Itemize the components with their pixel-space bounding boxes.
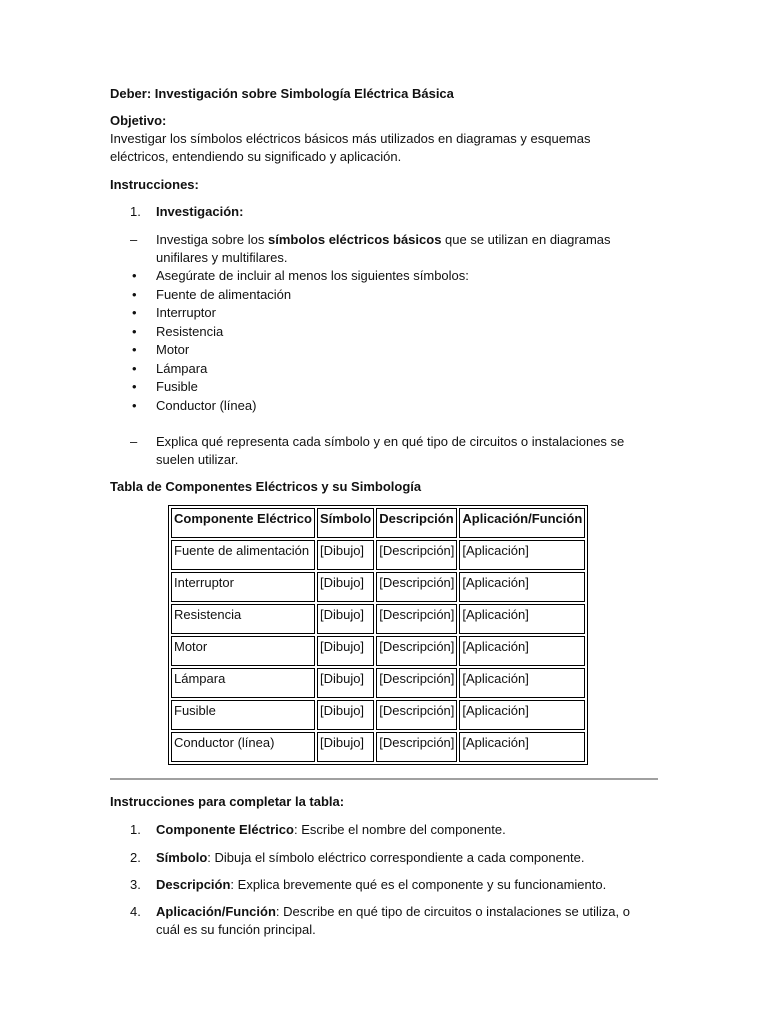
objetivo-text-line1: Investigar los símbolos eléctricos básicos más utilizados en diagramas y esquemas bbox=[110, 131, 591, 146]
complete-step-rest: : Explica brevemente qué es el componente y su funcionamiento. bbox=[230, 877, 607, 892]
complete-step-number: 3. bbox=[130, 877, 141, 892]
header-aplicacion: Aplicación/Función bbox=[459, 508, 585, 538]
cell-descripcion: [Descripción] bbox=[376, 636, 457, 666]
cell-aplicacion: [Aplicación] bbox=[459, 604, 585, 634]
table-row bbox=[171, 540, 585, 570]
complete-step-bold: Aplicación/Función bbox=[156, 904, 276, 919]
complete-step-bold: Componente Eléctrico bbox=[156, 822, 294, 837]
bullet-text: Asegúrate de incluir al menos los siguientes símbolos: bbox=[156, 268, 469, 283]
cell-aplicacion: [Aplicación] bbox=[459, 540, 585, 570]
bullet-marker: • bbox=[132, 287, 137, 302]
cell-simbolo: [Dibujo] bbox=[317, 732, 374, 762]
bullet-text: Fusible bbox=[156, 379, 198, 394]
complete-step-rest: : Dibuja el símbolo eléctrico correspondiente a cada componente. bbox=[207, 850, 585, 865]
cell-componente: Lámpara bbox=[171, 668, 315, 698]
cell-componente: Resistencia bbox=[171, 604, 315, 634]
cell-simbolo: [Dibujo] bbox=[317, 572, 374, 602]
complete-step-text bbox=[156, 903, 666, 939]
bullet-marker: • bbox=[132, 268, 137, 283]
cell-aplicacion: [Aplicación] bbox=[459, 700, 585, 730]
header-simbolo: Símbolo bbox=[317, 508, 374, 538]
cell-descripcion: [Descripción] bbox=[376, 540, 457, 570]
bullet-text: Lámpara bbox=[156, 361, 208, 376]
components-table bbox=[168, 505, 588, 765]
cell-simbolo: [Dibujo] bbox=[317, 636, 374, 666]
header-descripcion: Descripción bbox=[376, 508, 457, 538]
cell-componente: Fuente de alimentación bbox=[171, 540, 315, 570]
complete-step-text bbox=[156, 849, 666, 867]
horizontal-divider bbox=[110, 778, 658, 780]
dash-marker: – bbox=[130, 434, 138, 449]
objetivo-label: Objetivo: bbox=[110, 113, 167, 128]
table-header-row bbox=[171, 508, 585, 538]
document-title: Deber: Investigación sobre Simbología Eléctrica Básica bbox=[110, 86, 454, 101]
cell-simbolo: [Dibujo] bbox=[317, 604, 374, 634]
complete-step-number: 1. bbox=[130, 822, 141, 837]
table-title: Tabla de Componentes Eléctricos y su Simbología bbox=[110, 479, 422, 494]
dash-item-1-line2: unifilares y multifilares. bbox=[156, 250, 288, 265]
cell-aplicacion: [Aplicación] bbox=[459, 572, 585, 602]
bullet-marker: • bbox=[132, 342, 137, 357]
table-row bbox=[171, 700, 585, 730]
complete-step-rest: : Describe en qué tipo de circuitos o instalaciones se utiliza, o bbox=[275, 904, 630, 919]
step-1-number: 1. bbox=[130, 204, 141, 219]
cell-aplicacion: [Aplicación] bbox=[459, 732, 585, 762]
cell-aplicacion: [Aplicación] bbox=[459, 668, 585, 698]
complete-instructions-label: Instrucciones para completar la tabla: bbox=[110, 794, 345, 809]
bullet-text: Motor bbox=[156, 342, 190, 357]
bullet-marker: • bbox=[132, 305, 137, 320]
bullet-text: Conductor (línea) bbox=[156, 398, 257, 413]
complete-step-text bbox=[156, 821, 666, 839]
cell-simbolo: [Dibujo] bbox=[317, 668, 374, 698]
dash-item-2-line2: suelen utilizar. bbox=[156, 452, 239, 467]
dash-item-1-bold: símbolos eléctricos básicos bbox=[268, 232, 442, 247]
cell-descripcion: [Descripción] bbox=[376, 732, 457, 762]
cell-componente: Motor bbox=[171, 636, 315, 666]
cell-simbolo: [Dibujo] bbox=[317, 700, 374, 730]
dash-item-2-text bbox=[156, 433, 666, 469]
cell-descripcion: [Descripción] bbox=[376, 604, 457, 634]
step-1-label: Investigación: bbox=[156, 204, 244, 219]
cell-componente: Conductor (línea) bbox=[171, 732, 315, 762]
complete-step-number: 4. bbox=[130, 904, 141, 919]
complete-step-rest: : Escribe el nombre del componente. bbox=[293, 822, 506, 837]
table-row bbox=[171, 732, 585, 762]
complete-step-bold: Símbolo bbox=[156, 850, 208, 865]
cell-componente: Fusible bbox=[171, 700, 315, 730]
cell-descripcion: [Descripción] bbox=[376, 668, 457, 698]
dash-item-1-post: que se utilizan en diagramas bbox=[441, 232, 611, 247]
cell-descripcion: [Descripción] bbox=[376, 700, 457, 730]
bullet-text: Resistencia bbox=[156, 324, 224, 339]
instrucciones-label: Instrucciones: bbox=[110, 177, 199, 192]
cell-descripcion: [Descripción] bbox=[376, 572, 457, 602]
bullet-marker: • bbox=[132, 398, 137, 413]
bullet-text: Interruptor bbox=[156, 305, 216, 320]
complete-step-number: 2. bbox=[130, 850, 141, 865]
objetivo-text-line2: eléctricos, entendiendo su significado y aplicación. bbox=[110, 149, 402, 164]
bullet-text: Fuente de alimentación bbox=[156, 287, 292, 302]
cell-simbolo: [Dibujo] bbox=[317, 540, 374, 570]
dash-item-1-pre: Investiga sobre los bbox=[156, 232, 269, 247]
complete-step-line2: cuál es su función principal. bbox=[156, 922, 316, 937]
bullet-marker: • bbox=[132, 324, 137, 339]
cell-componente: Interruptor bbox=[171, 572, 315, 602]
table-row bbox=[171, 668, 585, 698]
complete-step-text bbox=[156, 876, 666, 894]
dash-marker: – bbox=[130, 232, 138, 247]
bullet-marker: • bbox=[132, 379, 137, 394]
table-row bbox=[171, 572, 585, 602]
cell-aplicacion: [Aplicación] bbox=[459, 636, 585, 666]
header-componente: Componente Eléctrico bbox=[171, 508, 315, 538]
complete-step-bold: Descripción bbox=[156, 877, 231, 892]
table-row bbox=[171, 636, 585, 666]
dash-item-2-line1: Explica qué representa cada símbolo y en qué tipo de circuitos o instalaciones se bbox=[156, 434, 625, 449]
bullet-marker: • bbox=[132, 361, 137, 376]
dash-item-1-text bbox=[156, 231, 666, 267]
table-row bbox=[171, 604, 585, 634]
